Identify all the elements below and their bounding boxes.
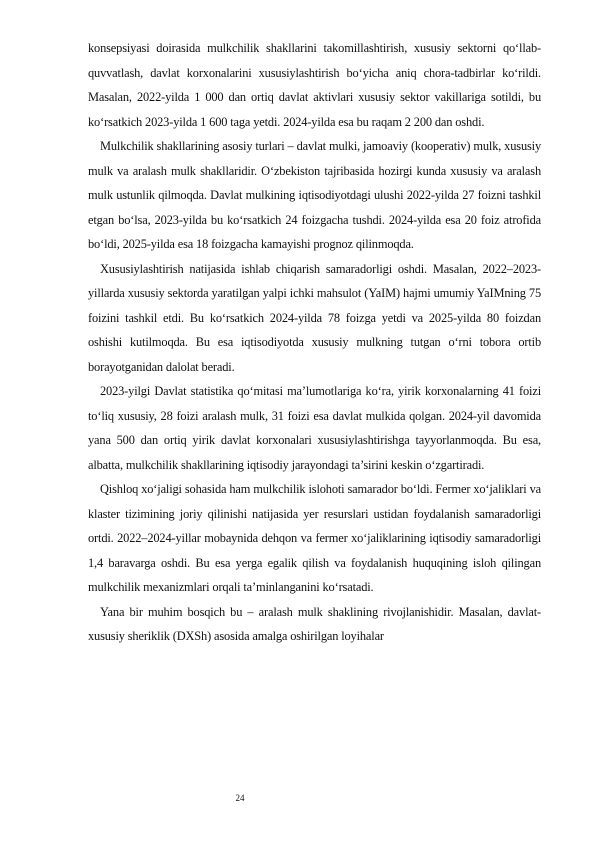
paragraph-ownership-forms: Mulkchilik shakllarining asosiy turlari – davlat mulki, jamoaviy (kooperativ) mulk, xususiy mulk va aralash mulk shakllaridir. O‘zbekiston tajribasida hozirgi kunda xususiy va aralash mulk ustunlik qilmoqda. Davlat mulkining iqtisodiyotdagi ulushi 2022-yilda 27 foizni tashkil etgan bo‘lsa, 2023-yilda bu ko‘rsatkich 24 foizgacha tushdi. 2024-yilda esa 20 foiz atrofida bo‘ldi, 2025-yilda esa 18 foizgacha kamayishi prognoz qilinmoqda. (88, 139, 541, 251)
page-number: 24 (235, 793, 245, 803)
paragraph-privatization-results: Xususiylashtirish natijasida ishlab chiqarish samaradorligi oshdi. Masalan, 2022–2023-yillarda xususiy sektorda yaratilgan yalpi ichki mahsulot (YaIM) hajmi umumiy YaIMning 75 foizini tashkil etdi. Bu ko‘rsatkich 2024-yilda 78 foizga yetdi va 2025-yilda 80 foizdan oshishi kutilmoqda. Bu esa iqtisodiyotda xususiy mulkning tutgan o‘rni tobora ortib borayotganidan dalolat beradi. (88, 261, 541, 374)
paragraph-continuation: konsepsiyasi doirasida mulkchilik shakllarini takomillashtirish, xususiy sektorni qo‘llab-quvvatlash, davlat korxonalarini xususiylashtirish bo‘yicha aniq chora-tadbirlar ko‘rildi. Masalan, 2022-yilda 1 000 dan ortiq davlat aktivlari xususiy sektor vakillariga sotildi, bu ko‘rsatkich 2023-yilda 1 600 taga yetdi. 2024-yilda esa bu raqam 2 200 dan oshdi. (88, 41, 541, 129)
paragraph-mixed-ownership: Yana bir muhim bosqich bu – aralash mulk shaklining rivojlanishidir. Masalan, davlat-xususiy sheriklik (DXSh) asosida amalga oshirilgan loyihalar (88, 604, 541, 643)
paragraph-statistics-committee: 2023-yilgi Davlat statistika qo‘mitasi ma’lumotlariga ko‘ra, yirik korxonalarning 41 foizi to‘liq xususiy, 28 foizi aralash mulk, 31 foizi esa davlat mulkida qolgan. 2024-yil davomida yana 500 dan ortiq yirik davlat korxonalari xususiylashtirishga tayyorlanmoqda. Bu esa, albatta, mulkchilik shakllarining iqtisodiy jarayondagi ta’sirini keskin o‘zgartiradi. (88, 384, 541, 472)
paragraph-agriculture: Qishloq xo‘jaligi sohasida ham mulkchilik islohoti samarador bo‘ldi. Fermer xo‘jaliklari va klaster tizimining joriy qilinishi natijasida yer resurslari ustidan foydalanish samaradorligi ortdi. 2022–2024-yillar mobaynida dehqon va fermer xo‘jaliklarining iqtisodiy samaradorligi 1,4 baravarga oshdi. Bu esa yerga egalik qilish va foydalanish huquqining isloh qilingan mulkchilik mexanizmlari orqali ta’minlanganini ko‘rsatadi. (88, 482, 541, 594)
body-text (88, 36, 541, 649)
